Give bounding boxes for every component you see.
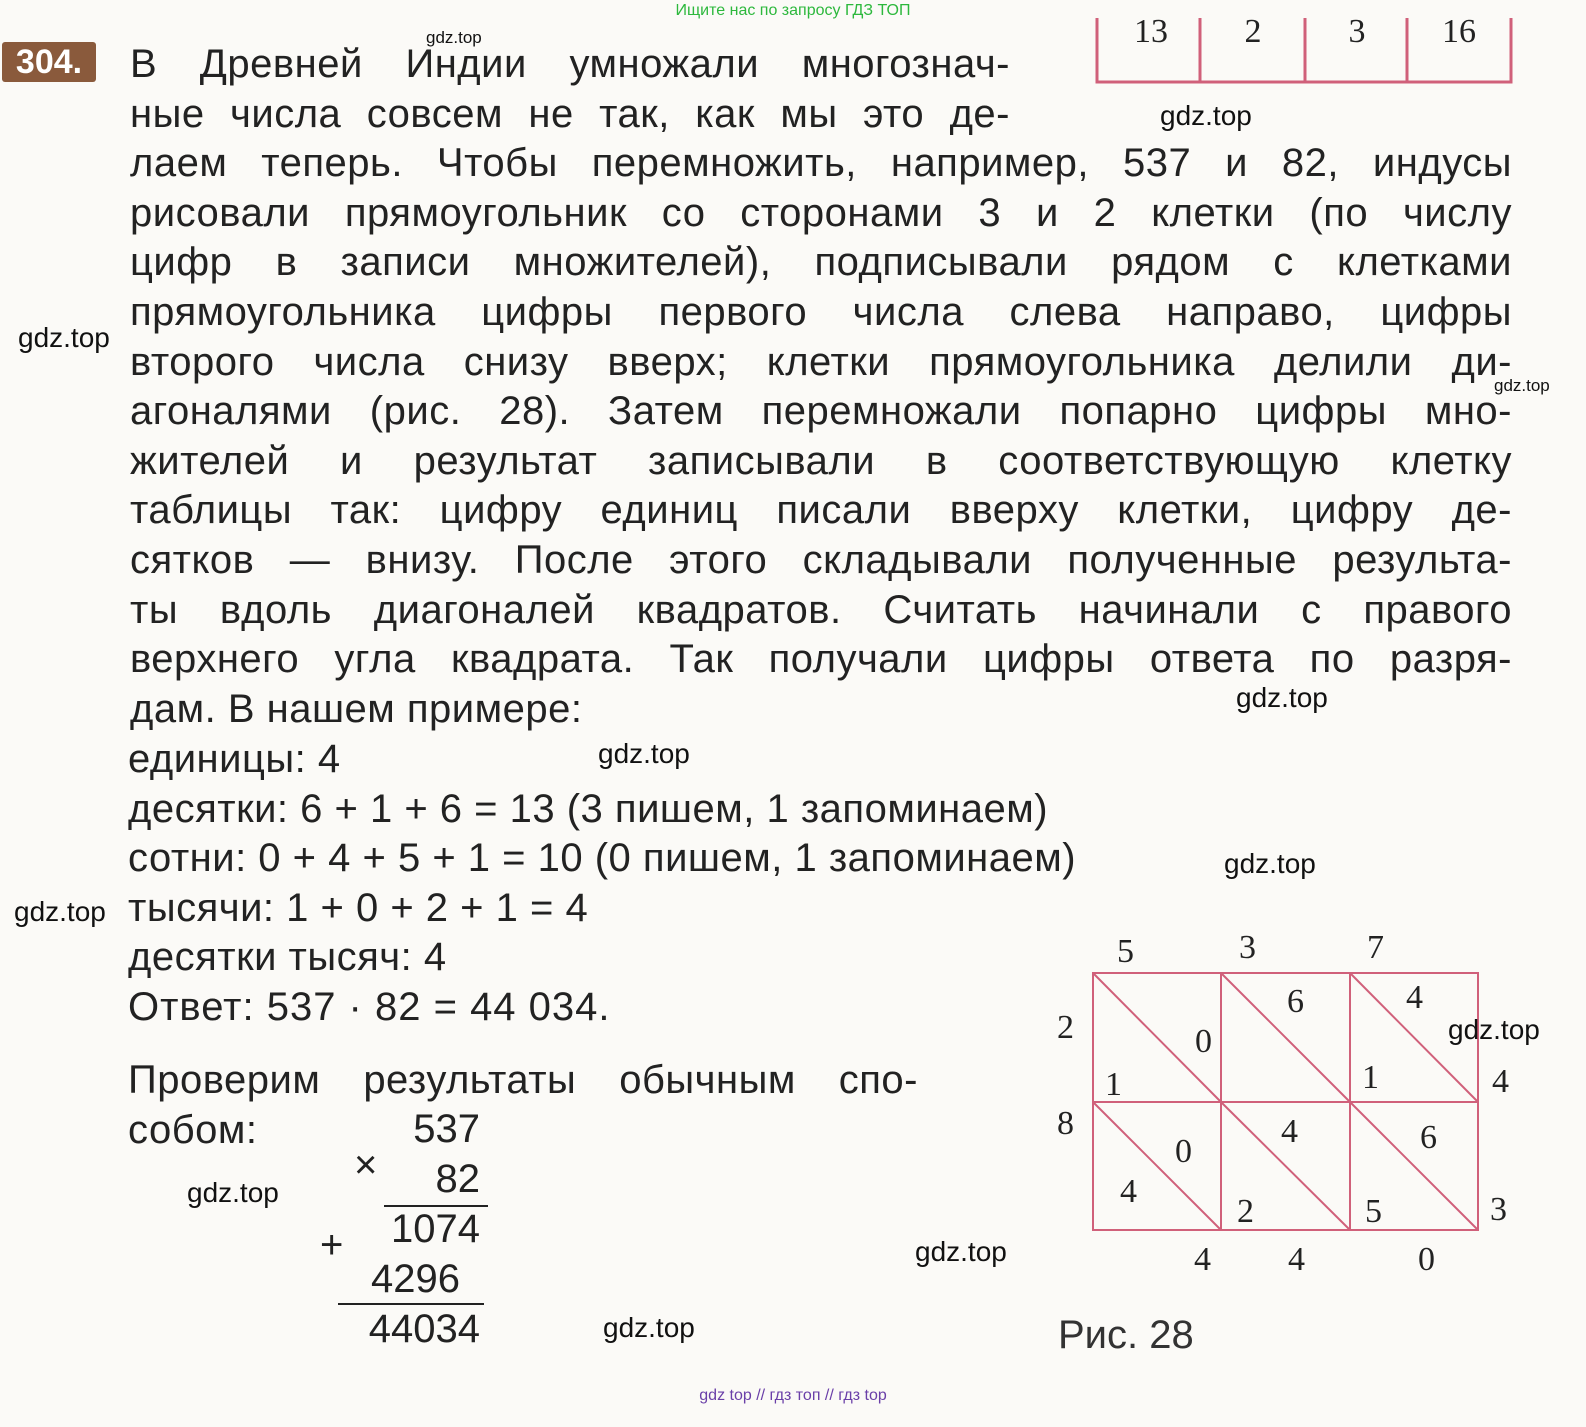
lattice-cell-digit: 4 bbox=[1406, 979, 1423, 1016]
watermark: gdz.top bbox=[14, 896, 106, 927]
partial-product-1: 1074 bbox=[391, 1207, 480, 1251]
top-table-cell: 16 bbox=[1442, 18, 1476, 50]
watermark: gdz.top bbox=[1160, 100, 1252, 131]
lattice-cell-digit: 4 bbox=[1120, 1173, 1137, 1210]
example-line-thousands: тысячи: 1 + 0 + 2 + 1 = 4 bbox=[128, 885, 589, 930]
top-table-cell: 3 bbox=[1348, 18, 1366, 50]
multiplicand: 537 bbox=[413, 1107, 480, 1151]
paragraph-line: жителей и результат записывали в соответствующую клетку bbox=[130, 438, 1512, 483]
lattice-right-digit: 4 bbox=[1492, 1063, 1509, 1100]
problem-paragraph bbox=[130, 40, 1512, 734]
paragraph-line: верхнего угла квадрата. Так получали цифры ответа по разря- bbox=[130, 637, 1512, 682]
lattice-cell-digit: 6 bbox=[1420, 1119, 1437, 1156]
check-line: собом: bbox=[128, 1107, 258, 1152]
watermark: gdz.top bbox=[598, 738, 690, 769]
problem-number-badge: 304. bbox=[2, 42, 96, 82]
top-table-cell: 13 bbox=[1134, 18, 1168, 50]
paragraph-line: лаем теперь. Чтобы перемножить, например, 537 и 82, индусы bbox=[130, 141, 1512, 186]
watermark: gdz.top bbox=[1236, 682, 1328, 713]
watermark: gdz.top bbox=[603, 1312, 695, 1343]
lattice-top-digit: 5 bbox=[1117, 933, 1134, 970]
lattice-bottom-digit: 4 bbox=[1288, 1241, 1305, 1278]
paragraph-line: цифр в записи множителей), подписывали рядом с клетками bbox=[130, 240, 1512, 285]
lattice-left-digit: 2 bbox=[1057, 1009, 1074, 1046]
watermark: gdz.top bbox=[915, 1236, 1007, 1267]
watermark: gdz.top bbox=[1448, 1014, 1540, 1045]
lattice-top-digit: 7 bbox=[1367, 929, 1384, 966]
lattice-bottom-digit: 0 bbox=[1418, 1241, 1435, 1278]
top-banner: Ищите нас по запросу ГДЗ ТОП bbox=[675, 2, 911, 19]
example-line-answer: Ответ: 537 · 82 = 44 034. bbox=[128, 984, 611, 1029]
lattice-right-digit: 3 bbox=[1490, 1191, 1507, 1228]
lattice-cell-digit: 2 bbox=[1237, 1193, 1254, 1230]
paragraph-line: рисовали прямоугольник со сторонами 3 и 2 клетки (по числу bbox=[130, 190, 1512, 235]
watermark: gdz.top bbox=[1494, 376, 1550, 395]
lattice-cell-digit: 0 bbox=[1195, 1023, 1212, 1060]
times-sign: × bbox=[354, 1143, 378, 1187]
watermark: gdz.top bbox=[18, 322, 110, 353]
paragraph-line: В Древней Индии умножали многознач- bbox=[130, 42, 1010, 86]
example-line-units: единицы: 4 bbox=[128, 737, 341, 781]
lattice-cell-digit: 6 bbox=[1287, 983, 1304, 1020]
bottom-banner: gdz top // гдз топ // гдз top bbox=[699, 1387, 887, 1404]
lattice-cell-digit: 1 bbox=[1105, 1066, 1122, 1103]
plus-sign: + bbox=[320, 1223, 344, 1267]
check-text bbox=[128, 1056, 918, 1155]
column-multiplication bbox=[280, 1105, 500, 1355]
lattice-left-digit: 8 bbox=[1057, 1105, 1074, 1142]
example-line-tens: десятки: 6 + 1 + 6 = 13 (3 пишем, 1 запоминаем) bbox=[128, 786, 1049, 831]
watermark: gdz.top bbox=[1224, 848, 1316, 879]
paragraph-line: второго числа снизу вверх; клетки прямоугольника делили ди- bbox=[130, 339, 1512, 384]
lattice-cell-digit: 4 bbox=[1281, 1113, 1298, 1150]
lattice-top-digit: 3 bbox=[1239, 929, 1256, 966]
lattice-figure bbox=[1040, 920, 1580, 1300]
example-steps bbox=[128, 735, 1076, 1033]
check-line: Проверим результаты обычным спо- bbox=[128, 1058, 918, 1102]
paragraph-line: агоналями (рис. 28). Затем перемножали попарно цифры мно- bbox=[130, 389, 1512, 434]
watermark: gdz.top bbox=[187, 1177, 279, 1208]
lattice-cell-digit: 5 bbox=[1365, 1193, 1382, 1230]
watermark: gdz.top bbox=[426, 28, 482, 47]
multiplier: 82 bbox=[435, 1157, 480, 1201]
paragraph-line: дам. В нашем примере: bbox=[130, 686, 583, 731]
lattice-cell-digit: 1 bbox=[1362, 1059, 1379, 1096]
lattice-cell-digit: 0 bbox=[1175, 1133, 1192, 1170]
paragraph-line: ные числа совсем не так, как мы это де- bbox=[130, 91, 1010, 136]
product: 44034 bbox=[368, 1307, 480, 1351]
example-line-hundreds: сотни: 0 + 4 + 5 + 1 = 10 (0 пишем, 1 запоминаем) bbox=[128, 836, 1077, 881]
lattice-bottom-digit: 4 bbox=[1194, 1241, 1211, 1278]
paragraph-line: таблицы так: цифру единиц писали вверху клетки, цифру де- bbox=[130, 488, 1512, 533]
example-line-ten-thousands: десятки тысяч: 4 bbox=[128, 935, 447, 980]
paragraph-line: сятков — внизу. После этого складывали полученные результа- bbox=[130, 537, 1512, 582]
figure-caption: Рис. 28 bbox=[1058, 1313, 1194, 1357]
paragraph-line: ты вдоль диагоналей квадратов. Считать начинали с правого bbox=[130, 587, 1512, 632]
partial-product-2: 4296 bbox=[371, 1257, 460, 1301]
paragraph-line: прямоугольника цифры первого числа слева направо, цифры bbox=[130, 289, 1512, 334]
top-table-cell: 2 bbox=[1244, 18, 1262, 50]
